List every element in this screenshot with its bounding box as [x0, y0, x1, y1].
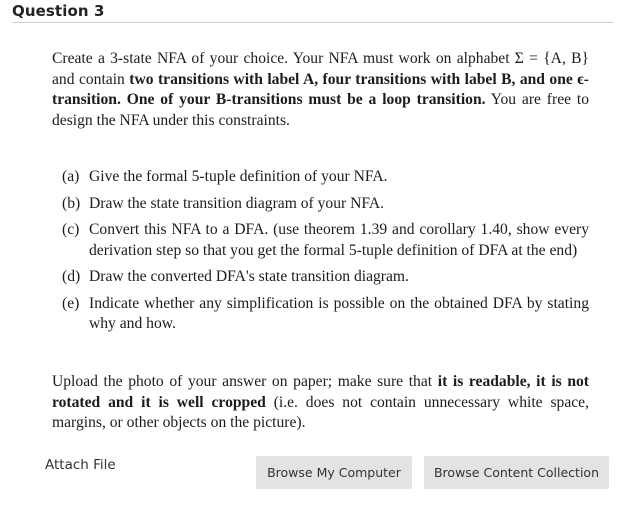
part-text: Give the formal 5-tuple definition of your NFA.	[89, 168, 388, 185]
part-text: Indicate whether any simplification is possible on the obtained DFA by stating why and how.	[89, 294, 589, 332]
browse-content-collection-button[interactable]: Browse Content Collection	[424, 456, 609, 489]
intro-bold-constraints: two transitions with label A, four transitions with label B, and one ϵ-transition. One of your B-transitions must be a loop transition.	[52, 70, 589, 108]
intro-text-1: Create a 3-state NFA of your choice. Your NFA must work on alphabet Σ = {A, B} and contain	[52, 50, 589, 88]
browse-my-computer-button[interactable]: Browse My Computer	[256, 456, 412, 489]
part-label: (c)	[62, 221, 80, 238]
title-divider	[12, 22, 613, 23]
attach-file-label: Attach File	[45, 457, 116, 473]
part-text: Convert this NFA to a DFA. (use theorem 1.39 and corollary 1.40, show every derivation step so that you get the formal 5-tuple definition of DFA at the end)	[89, 221, 589, 259]
outro-bold-requirements: it is readable, it is not rotated and it is well cropped	[52, 373, 590, 411]
part-label: (e)	[62, 294, 80, 312]
question-parts-list	[62, 167, 589, 341]
question-title: Question 3	[12, 2, 105, 20]
part-label: (d)	[62, 268, 81, 285]
part-d	[62, 267, 589, 288]
question-intro	[52, 49, 589, 131]
part-c	[62, 220, 589, 261]
upload-instructions	[52, 372, 589, 434]
part-b	[62, 194, 589, 215]
part-text: Draw the state transition diagram of your NFA.	[89, 194, 385, 212]
part-text: Draw the converted DFA's state transition diagram.	[89, 268, 409, 285]
intro-text-2: You are free to design the NFA under this constraints.	[52, 91, 590, 129]
part-e	[62, 294, 589, 335]
part-label: (b)	[62, 194, 81, 212]
part-label: (a)	[62, 168, 80, 185]
part-a	[62, 167, 589, 188]
outro-text-1: Upload the photo of your answer on paper; make sure that	[52, 373, 438, 390]
outro-text-2: (i.e. does not contain unnecessary white space, margins, or other objects on the picture).	[52, 393, 589, 431]
